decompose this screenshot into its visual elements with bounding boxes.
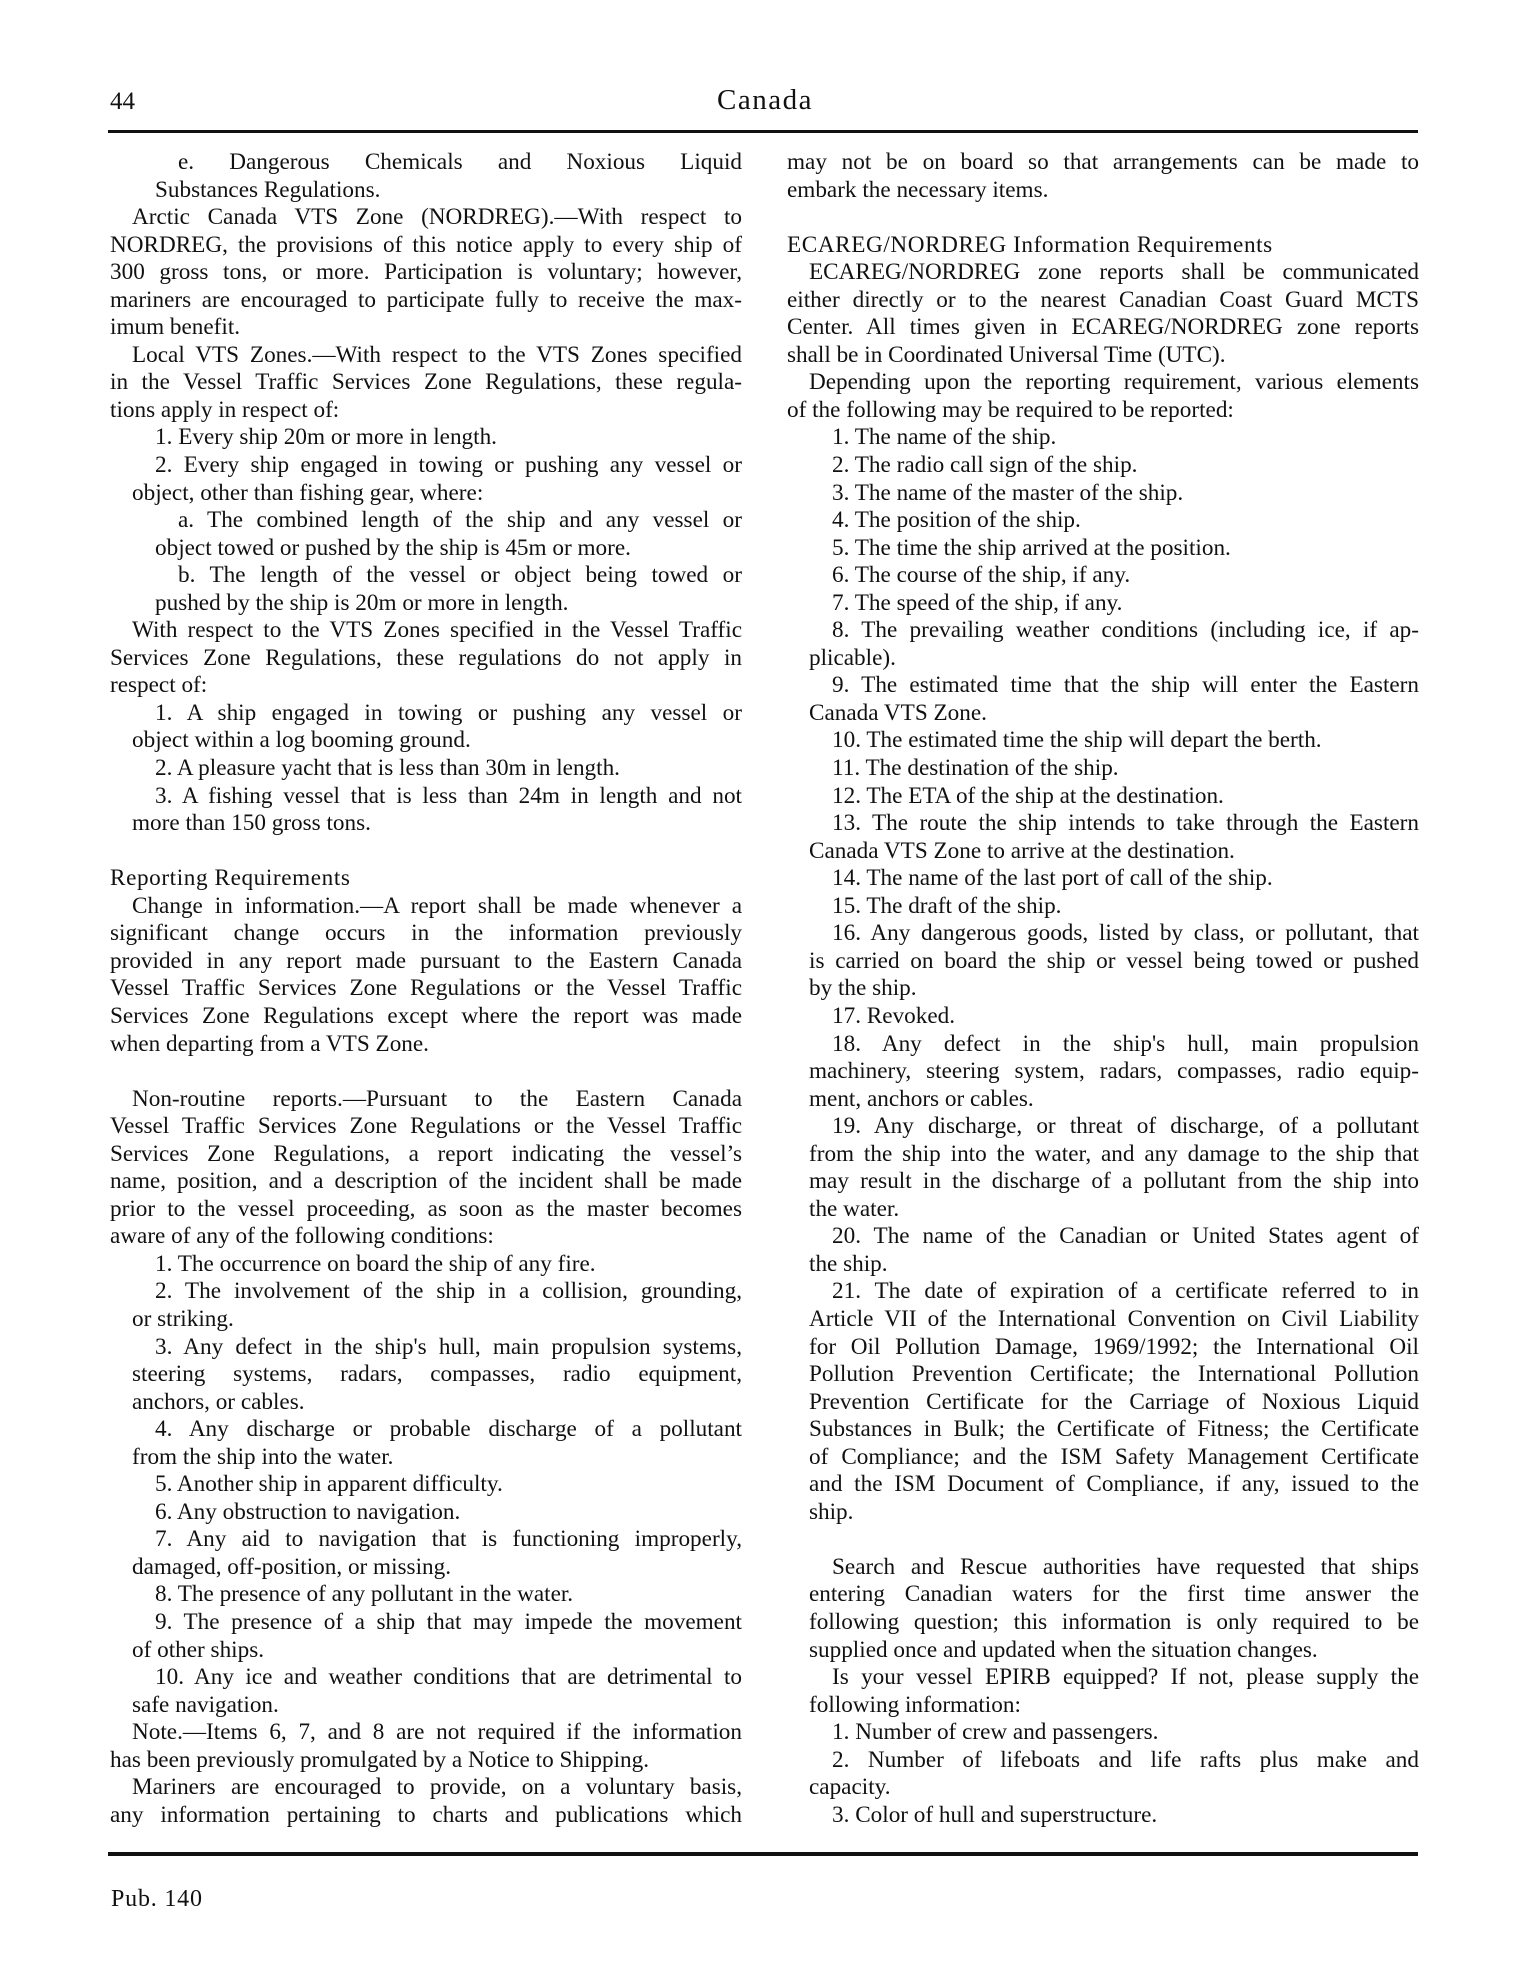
left-column — [110, 149, 742, 1829]
text-line: 11. The destination of the ship. — [832, 755, 1119, 782]
text-line: 2. Number of lifeboats and life rafts plus make and — [832, 1746, 1419, 1773]
text-line: 1. The occurrence on board the ship of any fire. — [155, 1250, 596, 1277]
text-line: machinery, steering system, radars, compasses, radio equip- — [809, 1058, 1419, 1085]
text-line: shall be in Coordinated Universal Time (UTC). — [787, 341, 1226, 368]
text-line: 3. Color of hull and superstructure. — [832, 1801, 1158, 1828]
text-line: Note.—Items 6, 7, and 8 are not required if the information — [132, 1719, 742, 1746]
text-line: when departing from a VTS Zone. — [110, 1030, 429, 1057]
text-line: respect of: — [110, 672, 208, 699]
text-line: is carried on board the ship or vessel being towed or pushed — [809, 947, 1419, 974]
text-line: 17. Revoked. — [832, 1002, 956, 1029]
text-line: 5. Another ship in apparent difficulty. — [155, 1471, 503, 1498]
text-line: of Compliance; and the ISM Safety Management Certificate — [809, 1443, 1419, 1470]
text-line: Canada VTS Zone. — [809, 699, 987, 726]
text-line: tions apply in respect of: — [110, 396, 340, 423]
text-line: Canada VTS Zone to arrive at the destination. — [809, 837, 1235, 864]
text-line: ship. — [809, 1498, 854, 1525]
text-line: imum benefit. — [110, 314, 241, 341]
text-line: 1. Every ship 20m or more in length. — [155, 424, 497, 451]
text-line: Substances Regulations. — [155, 176, 381, 203]
text-line: Change in information.—A report shall be made whenever a — [132, 892, 742, 919]
text-line: ECAREG/NORDREG zone reports shall be communicated — [809, 259, 1419, 286]
section-heading: Reporting Requirements — [110, 865, 351, 892]
text-line: 19. Any discharge, or threat of discharge, of a pollutant — [832, 1113, 1419, 1140]
blank-line — [110, 838, 742, 866]
text-line: has been previously promulgated by a Notice to Shipping. — [110, 1746, 650, 1773]
text-line: anchors, or cables. — [132, 1388, 305, 1415]
text-line: Center. All times given in ECAREG/NORDREG zone reports — [787, 314, 1419, 341]
text-line: for Oil Pollution Damage, 1969/1992; the International Oil — [809, 1333, 1419, 1360]
text-line: 18. Any defect in the ship's hull, main propulsion — [832, 1030, 1419, 1057]
text-line: 15. The draft of the ship. — [832, 892, 1062, 919]
text-line: Mariners are encouraged to provide, on a voluntary basis, — [132, 1774, 742, 1801]
text-line: b. The length of the vessel or object being towed or — [178, 562, 742, 589]
text-line: Services Zone Regulations, a report indicating the vessel’s — [110, 1140, 742, 1167]
text-line: 6. Any obstruction to navigation. — [155, 1498, 461, 1525]
text-line: 300 gross tons, or more. Participation is voluntary; however, — [110, 259, 742, 286]
text-line: significant change occurs in the information previously — [110, 920, 742, 947]
text-line: 2. A pleasure yacht that is less than 30m in length. — [155, 755, 620, 782]
text-line: the water. — [809, 1195, 900, 1222]
text-line: 3. The name of the master of the ship. — [832, 479, 1184, 506]
text-line: more than 150 gross tons. — [132, 810, 371, 837]
text-line: following information: — [809, 1691, 1021, 1718]
text-line: may result in the discharge of a pollutant from the ship into — [809, 1168, 1419, 1195]
text-line: Local VTS Zones.—With respect to the VTS Zones specified — [132, 341, 742, 368]
text-line: of other ships. — [132, 1636, 265, 1663]
text-line: may not be on board so that arrangements can be made to — [787, 149, 1419, 175]
text-line: mariners are encouraged to participate fully to receive the max- — [110, 286, 742, 313]
text-line: prior to the vessel proceeding, as soon as the master becomes — [110, 1195, 742, 1222]
text-line: capacity. — [809, 1774, 891, 1801]
text-line: NORDREG, the provisions of this notice apply to every ship of — [110, 231, 742, 258]
text-line: damaged, off-position, or missing. — [132, 1553, 452, 1580]
text-line: Vessel Traffic Services Zone Regulations or the Vessel Traffic — [110, 975, 742, 1002]
text-line: pushed by the ship is 20m or more in length. — [155, 589, 569, 616]
text-line: 8. The prevailing weather conditions (including ice, if ap- — [832, 617, 1419, 644]
text-line: 13. The route the ship intends to take through the Eastern — [832, 810, 1419, 837]
text-line: following question; this information is only required to be — [809, 1608, 1419, 1635]
blank-line — [787, 204, 1419, 232]
text-line: 21. The date of expiration of a certificate referred to in — [832, 1278, 1419, 1305]
section-heading: ECAREG/NORDREG Information Requirements — [787, 231, 1273, 258]
blank-line — [110, 1058, 742, 1086]
text-line: object towed or pushed by the ship is 45m or more. — [155, 534, 631, 561]
text-line: 10. Any ice and weather conditions that are detrimental to — [155, 1664, 742, 1691]
text-line: With respect to the VTS Zones specified in the Vessel Traffic — [132, 617, 742, 644]
text-line: Article VII of the International Convention on Civil Liability — [809, 1305, 1419, 1332]
text-line: of the following may be required to be reported: — [787, 396, 1234, 423]
text-line: Services Zone Regulations, these regulations do not apply in — [110, 644, 742, 671]
text-line: from the ship into the water, and any damage to the ship that — [809, 1140, 1419, 1167]
text-line: Search and Rescue authorities have requested that ships — [832, 1553, 1419, 1580]
header-rule — [108, 130, 1418, 133]
text-line: supplied once and updated when the situation changes. — [809, 1636, 1318, 1663]
text-line: 9. The estimated time that the ship will enter the Eastern — [832, 672, 1419, 699]
text-line: plicable). — [809, 644, 896, 671]
text-line: either directly or to the nearest Canadian Coast Guard MCTS — [787, 286, 1419, 313]
text-line: ment, anchors or cables. — [809, 1085, 1034, 1112]
publication-label: Pub. 140 — [111, 1886, 203, 1912]
running-title: Canada — [717, 84, 813, 116]
text-line: 7. Any aid to navigation that is functioning improperly, — [155, 1526, 742, 1553]
text-line: Is your vessel EPIRB equipped? If not, please supply the — [832, 1664, 1419, 1691]
text-line: in the Vessel Traffic Services Zone Regulations, these regula- — [110, 369, 742, 396]
text-line: 16. Any dangerous goods, listed by class, or pollutant, that — [832, 920, 1419, 947]
text-line: 3. A fishing vessel that is less than 24m in length and not — [155, 782, 742, 809]
text-line: Non-routine reports.—Pursuant to the Eastern Canada — [132, 1085, 742, 1112]
page-number: 44 — [110, 88, 135, 115]
text-line: 2. The involvement of the ship in a collision, grounding, — [155, 1278, 742, 1305]
blank-line — [787, 1526, 1419, 1554]
text-line: 10. The estimated time the ship will depart the berth. — [832, 727, 1322, 754]
text-line: name, position, and a description of the incident shall be made — [110, 1168, 742, 1195]
text-line: 1. Number of crew and passengers. — [832, 1719, 1159, 1746]
text-line: 20. The name of the Canadian or United States agent of — [832, 1223, 1419, 1250]
right-column — [787, 149, 1419, 1829]
text-line: 4. Any discharge or probable discharge of a pollutant — [155, 1416, 742, 1443]
text-line: the ship. — [809, 1250, 888, 1277]
text-line: 5. The time the ship arrived at the position. — [832, 534, 1231, 561]
text-line: a. The combined length of the ship and any vessel or — [178, 507, 742, 534]
text-line: provided in any report made pursuant to the Eastern Canada — [110, 947, 742, 974]
text-line: Prevention Certificate for the Carriage of Noxious Liquid — [809, 1388, 1419, 1415]
text-line: embark the necessary items. — [787, 176, 1049, 203]
text-line: Vessel Traffic Services Zone Regulations or the Vessel Traffic — [110, 1113, 742, 1140]
text-line: 6. The course of the ship, if any. — [832, 562, 1131, 589]
text-line: Pollution Prevention Certificate; the International Pollution — [809, 1361, 1419, 1388]
text-line: from the ship into the water. — [132, 1443, 394, 1470]
text-line: object within a log booming ground. — [132, 727, 471, 754]
text-line: Services Zone Regulations except where the report was made — [110, 1002, 742, 1029]
text-line: object, other than fishing gear, where: — [132, 479, 484, 506]
footer-rule — [108, 1852, 1418, 1856]
text-line: 9. The presence of a ship that may impede the movement — [155, 1608, 742, 1635]
text-line: safe navigation. — [132, 1691, 279, 1718]
text-line: aware of any of the following conditions: — [110, 1223, 494, 1250]
text-line: 2. Every ship engaged in towing or pushing any vessel or — [155, 452, 742, 479]
text-line: 8. The presence of any pollutant in the water. — [155, 1581, 574, 1608]
text-line: 7. The speed of the ship, if any. — [832, 589, 1123, 616]
text-line: or striking. — [132, 1305, 234, 1332]
text-line: 14. The name of the last port of call of the ship. — [832, 865, 1273, 892]
text-line: any information pertaining to charts and publications which — [110, 1801, 742, 1828]
text-line: 4. The position of the ship. — [832, 507, 1081, 534]
text-line: by the ship. — [809, 975, 917, 1002]
text-line: steering systems, radars, compasses, radio equipment, — [132, 1361, 742, 1388]
text-line: 1. The name of the ship. — [832, 424, 1057, 451]
text-line: Arctic Canada VTS Zone (NORDREG).—With respect to — [132, 204, 742, 231]
text-line: 2. The radio call sign of the ship. — [832, 452, 1138, 479]
text-line: entering Canadian waters for the first time answer the — [809, 1581, 1419, 1608]
text-line: Depending upon the reporting requirement, various elements — [809, 369, 1419, 396]
text-line: Substances in Bulk; the Certificate of Fitness; the Certificate — [809, 1416, 1419, 1443]
text-line: e. Dangerous Chemicals and Noxious Liquid — [178, 149, 742, 175]
text-line: and the ISM Document of Compliance, if any, issued to the — [809, 1471, 1419, 1498]
text-line: 3. Any defect in the ship's hull, main propulsion systems, — [155, 1333, 742, 1360]
text-line: 1. A ship engaged in towing or pushing any vessel or — [155, 699, 742, 726]
text-line: 12. The ETA of the ship at the destination. — [832, 782, 1224, 809]
